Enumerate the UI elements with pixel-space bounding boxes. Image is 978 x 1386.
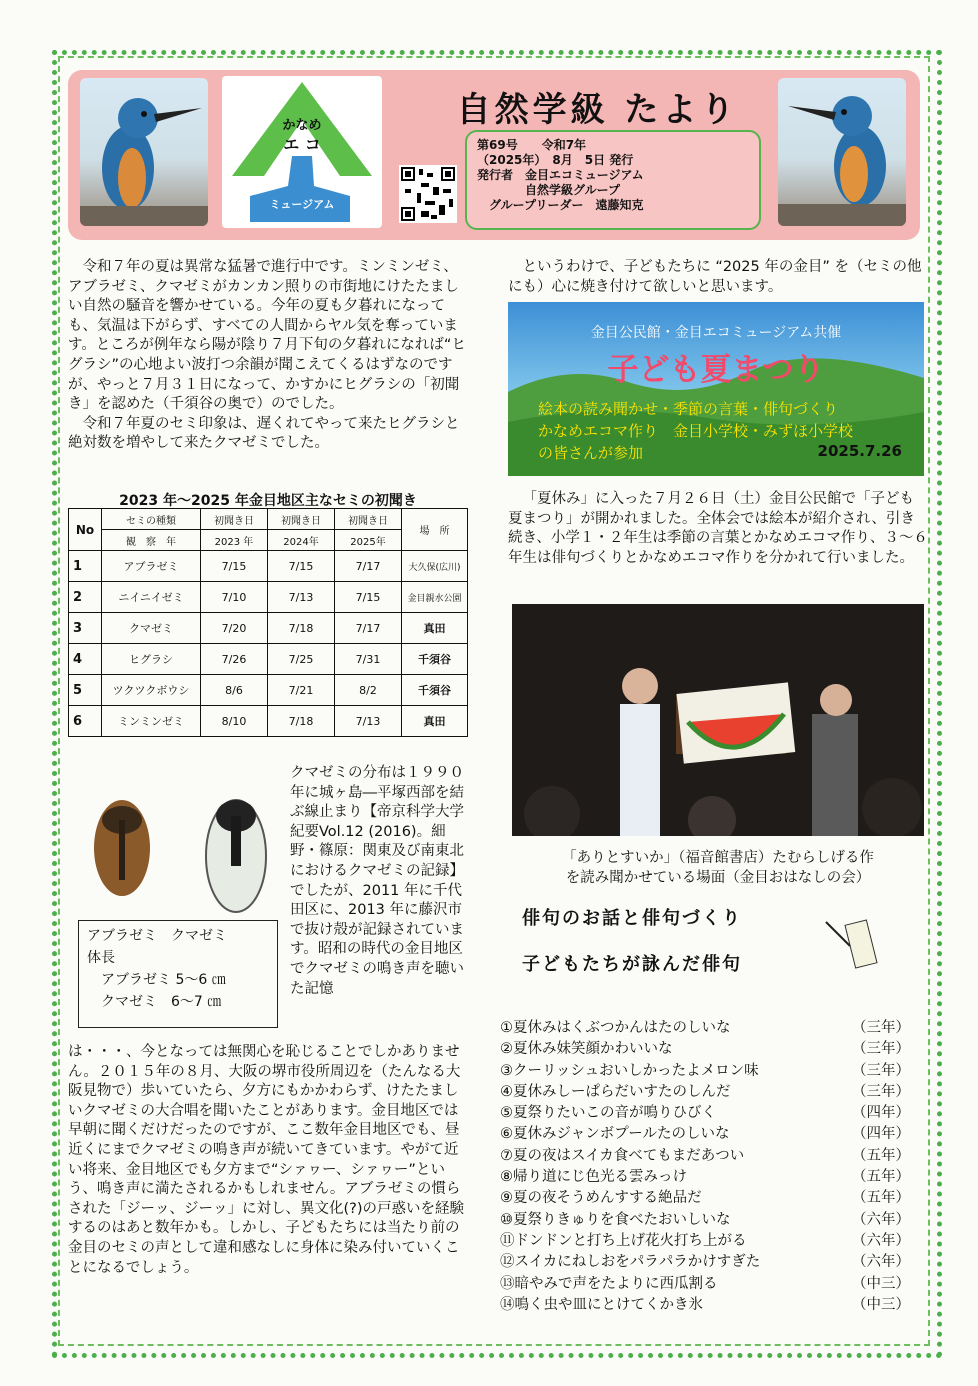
banner-line-3: の皆さんが参加 (538, 444, 644, 462)
table-caption: 2023 年～2025 年金目地区主なセミの初聞き (119, 493, 417, 509)
th-date-2024: 初聞き日 (268, 509, 335, 530)
banner-title: 子ども夏まつり (607, 352, 825, 388)
cell-2024: 7/25 (268, 644, 335, 675)
banner-line-2: かなめエコマ作り 金目小学校・みずほ小学校 (538, 422, 854, 440)
table-row (69, 551, 468, 582)
haiku-text: ①夏休みはくぶつかんはたのしいな (500, 1020, 731, 1036)
photo-caption (508, 848, 928, 888)
issue-number: 第69号 令和7年 (477, 138, 587, 152)
list-item (500, 1295, 910, 1316)
right-intro (508, 258, 928, 297)
qr-code[interactable] (399, 165, 457, 223)
haiku-text: ⑥夏休みジャンボプールたのしいな (500, 1126, 730, 1143)
event-report (508, 490, 928, 568)
haiku-text: ⑤夏祭りたいこの音が鳴りひびく (500, 1105, 716, 1122)
right-intro-text: というわけで、子どもたちに “2025 年の金目” を（セミの他にも）心に焼き付けて欲しいと思います。 (508, 259, 922, 295)
cell-2025: 7/17 (335, 613, 402, 644)
haiku-text: ⑫スイカにねしおをパラパラかけすぎた (500, 1254, 761, 1271)
list-item (500, 1210, 910, 1231)
haiku-text: ⑩夏祭りきゅりを食べたおいしいな (500, 1211, 731, 1228)
size-box-label: 体長 (87, 950, 115, 966)
haiku-grade: （五年） (852, 1169, 910, 1186)
list-item (500, 1103, 910, 1124)
list-item (500, 1274, 910, 1295)
th-date-2023: 初聞き日 (201, 509, 268, 530)
cell-species: クマゼミ (102, 613, 201, 644)
cell-no: 6 (69, 706, 102, 737)
haiku-text: ⑦夏の夜はスイカ食べてもまだあつい (500, 1147, 745, 1164)
list-item (500, 1124, 910, 1145)
haiku-list (500, 1018, 910, 1316)
haiku-grade: （五年） (852, 1190, 910, 1207)
haiku-text: ⑧帰り道にじ色光る雲みっけ (500, 1169, 687, 1186)
banner-line-1: 絵本の読み聞かせ・季節の言葉・俳句づくり (538, 400, 839, 418)
cicada-first-call-table (68, 508, 468, 737)
issue-date: （2025年） 8月 5日 発行 (477, 153, 634, 167)
th-year-2023: 2023 年 (201, 530, 268, 551)
cell-2023: 7/10 (201, 582, 268, 613)
cell-2025: 7/13 (335, 706, 402, 737)
table-row (69, 582, 468, 613)
list-item (500, 1167, 910, 1188)
haiku-grade: （中三） (852, 1275, 910, 1292)
list-item (500, 1018, 910, 1039)
cell-species: ミンミンゼミ (102, 706, 201, 737)
th-date-2025: 初聞き日 (335, 509, 402, 530)
group-leader: グループリーダー 遠藤知克 (477, 198, 644, 212)
haiku-grade: （四年） (852, 1126, 910, 1143)
table-row (69, 613, 468, 644)
cell-2023: 7/20 (201, 613, 268, 644)
table-row (69, 706, 468, 737)
cell-2024: 7/21 (268, 675, 335, 706)
photo-caption-line-2: を読み聞かせている場面（金目おはなしの会） (565, 870, 871, 886)
haiku-text: ③クーリッシュおいしかったよメロン味 (500, 1062, 759, 1079)
aburazemi-photo (86, 790, 158, 904)
cell-2023: 7/26 (201, 644, 268, 675)
list-item (500, 1061, 910, 1082)
cell-2024: 7/18 (268, 706, 335, 737)
banner-date: 2025.7.26 (817, 442, 902, 460)
th-year-2025: 2025年 (335, 530, 402, 551)
table-row (69, 675, 468, 706)
cell-place: 真田 (402, 613, 468, 644)
cell-2025: 7/17 (335, 551, 402, 582)
th-no: No (69, 509, 102, 551)
cell-2024: 7/15 (268, 551, 335, 582)
list-item (500, 1252, 910, 1273)
cell-no: 2 (69, 582, 102, 613)
intro-paragraph-2: 令和７年夏のセミ印象は、遅くれてやって来たヒグラシと絶対数を増やして来たクマゼミでした。 (68, 415, 460, 452)
haiku-grade: （中三） (852, 1296, 910, 1313)
haiku-text: ④夏休みしーぱらだいすたのしんだ (500, 1083, 731, 1100)
haiku-text: ⑬暗やみで声をたよりに西瓜割る (500, 1275, 718, 1292)
cell-place: 真田 (402, 706, 468, 737)
cell-2025: 7/15 (335, 582, 402, 613)
kumazemi-distribution-text: クマゼミの分布は１９９０年に城ヶ島―平塚西部を結ぶ線止まり【帝京科学大学紀要Vol.12 (2016)。細野・篠原：関東及び南東北におけるクマゼミの記録】でしたが、2011 年に千代田区に、2013 年に藤沢市で抜け殻が記録されています。昭和の時代の金目地区でクマゼミの鳴き声を聴いた記憶 (290, 765, 464, 997)
haiku-subheading: 子どもたちが詠んだ俳句 (522, 954, 742, 975)
list-item (500, 1231, 910, 1252)
cell-place: 金目親水公園 (402, 582, 468, 613)
th-year-2024: 2024年 (268, 530, 335, 551)
intro-article (68, 258, 468, 454)
logo-text-bottom: ミュージアム (269, 198, 335, 211)
table-row (69, 644, 468, 675)
haiku-grade: （四年） (852, 1105, 910, 1122)
kingfisher-photo-right (778, 78, 906, 226)
haiku-grade: （三年） (852, 1041, 910, 1058)
haiku-grade: （六年） (852, 1232, 910, 1249)
th-place: 場 所 (402, 509, 468, 551)
cell-place: 千須谷 (402, 644, 468, 675)
list-item (500, 1082, 910, 1103)
size-kumazemi: クマゼミ 6～7 ㎝ (87, 994, 222, 1010)
logo-text-mid: エ コ (283, 135, 321, 154)
publisher: 発行者 金目エコミュージアム (477, 168, 644, 182)
size-aburazemi: アブラゼミ 5～6 ㎝ (87, 972, 226, 988)
haiku-grade: （五年） (852, 1147, 910, 1164)
photo-caption-line-1: 「ありとすいか」（福音館書店）たむらしげる作 (562, 850, 874, 866)
kaname-eco-museum-logo (222, 76, 382, 228)
list-item (500, 1188, 910, 1209)
banner-activities (538, 398, 853, 464)
intro-paragraph-1: 令和７年の夏は異常な猛暑で進行中です。ミンミンゼミ、アブラゼミ、クマゼミがカンカン照りの市街地にけたたましい自然の騒音を響かせている。今年の夏も夕暮れになっても、気温は下がらず、すべての人間からヤル気を奪っています。ところが例年なら陽が陰り７月下旬の夕暮れになれば“ヒグラシ”の心地よい波打つ余韻が聞こえてくるはずなのですが、やっと７月３１日になって、かすかにヒグラシの「初聞き」を認めた（千須谷の奥で）のでした。 (68, 259, 466, 413)
haiku-heading: 俳句のお話と俳句づくり (522, 908, 742, 929)
cell-no: 3 (69, 613, 102, 644)
cell-species: ニイニイゼミ (102, 582, 201, 613)
list-item (500, 1146, 910, 1167)
cell-2023: 8/6 (201, 675, 268, 706)
logo-text-top: かなめ (282, 118, 322, 133)
haiku-grade: （三年） (852, 1083, 910, 1100)
kumazemi-continued-text: は・・・、今となっては無関心を恥じることでしかありません。２０１５年の８月、大阪の堺市役所周辺を（たんなる大阪見物で）歩いていたら、夕方にもかかわらず、けたたましいクマゼミの大合唱を聞いたことがあります。金目地区では早朝に聞くだけだったのですが、ここ数年金目地区でも、昼近くにまでクマゼミの鳴き声が続いてきています。やがて近い将来、金目地区でも夕方まで“シァヮー、シァヮー”という、鳴き声に満たされるかもしれません。アブラゼミの慣らされた「ジーッ、ジーッ」に対し、異文化(?)の戸惑いを経験するのはあと数年かも。しかし、子どもたちには当たり前の金目のセミの声として違和感なしに身体に染み付いていくことになるでしょう。 (68, 1044, 465, 1276)
haiku-text: ⑨夏の夜そうめんすする絶品だ (500, 1190, 702, 1207)
newsletter-title: 自然学級 たより (456, 90, 739, 130)
cell-2025: 7/31 (335, 644, 402, 675)
kumazemi-photo (196, 786, 276, 920)
cell-no: 1 (69, 551, 102, 582)
size-box-title: アブラゼミ クマゼミ (87, 928, 227, 944)
cell-species: ヒグラシ (102, 644, 201, 675)
list-item (500, 1039, 910, 1060)
cell-species: アブラゼミ (102, 551, 201, 582)
cell-2024: 7/13 (268, 582, 335, 613)
event-report-text: 「夏休み」に入った７月２６日（土）金目公民館で「子ども夏まつり」が開かれました。全体会では絵本が紹介され、引き続き、小学１・２年生は季節の言葉とかなめエコマ作り、３～６年生は俳句づくりとかなめエコマ作りを分かれて行いました。 (508, 491, 928, 566)
cell-2023: 7/15 (201, 551, 268, 582)
tanzaku-brush-icon (824, 918, 884, 978)
haiku-grade: （三年） (852, 1020, 910, 1036)
cell-place: 大久保(広川) (402, 551, 468, 582)
cell-no: 5 (69, 675, 102, 706)
haiku-text: ②夏休み妹笑顔かわいいな (500, 1041, 673, 1058)
haiku-grade: （六年） (852, 1211, 910, 1228)
cell-species: ツクツクボウシ (102, 675, 201, 706)
haiku-text: ⑭鳴く虫や皿にとけてくかき氷 (500, 1296, 703, 1313)
issue-info-box (465, 130, 761, 230)
storytelling-photo (512, 604, 924, 836)
cell-place: 千須谷 (402, 675, 468, 706)
cicada-size-box (78, 920, 278, 1028)
haiku-grade: （六年） (852, 1254, 910, 1271)
summer-festival-banner (508, 302, 924, 476)
cell-2025: 8/2 (335, 675, 402, 706)
cell-2024: 7/18 (268, 613, 335, 644)
th-observation-year: 観 察 年 (102, 530, 201, 551)
publisher-group: 自然学級グループ (477, 183, 621, 197)
cell-2023: 8/10 (201, 706, 268, 737)
cell-no: 4 (69, 644, 102, 675)
haiku-grade: （三年） (852, 1062, 910, 1079)
banner-sponsor: 金目公民館・金目エコミュージアム共催 (590, 325, 842, 341)
th-species: セミの種類 (102, 509, 201, 530)
haiku-text: ⑪ドンドンと打ち上げ花火打ち上がる (500, 1232, 747, 1249)
kingfisher-photo-left (80, 78, 208, 226)
